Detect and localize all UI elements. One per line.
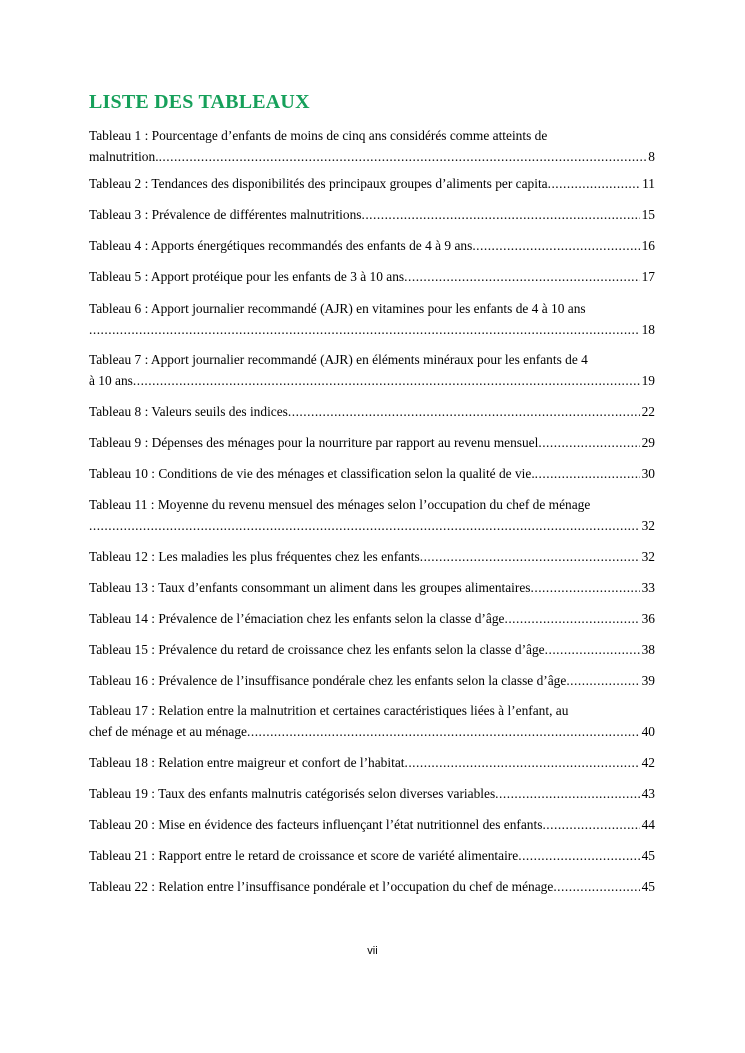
- toc-page-number: 45: [641, 879, 655, 894]
- toc-entry-title: Tableau 21 : Rapport entre le retard de croissance et score de variété alimentaire: [89, 848, 519, 863]
- dot-leader: [542, 815, 639, 835]
- toc-entry-title: malnutrition.: [89, 149, 159, 164]
- dot-leader: [531, 578, 640, 598]
- dot-leader: [472, 236, 639, 256]
- toc-page-number: 18: [641, 322, 655, 337]
- toc-entry-title: Tableau 16 : Prévalence de l’insuffisance pondérale chez les enfants selon la classe d’âge: [89, 673, 567, 688]
- toc-line: [89, 464, 655, 484]
- toc-entry[interactable]: [89, 402, 655, 422]
- toc-page-number: 38: [641, 642, 655, 657]
- dot-leader: [404, 267, 639, 287]
- toc-line: [89, 146, 655, 167]
- toc-line: [89, 267, 655, 287]
- toc-entry[interactable]: [89, 578, 655, 598]
- toc-page-number: 8: [648, 149, 655, 164]
- toc-line: [89, 236, 655, 256]
- toc-page-number: 30: [641, 466, 655, 481]
- toc-page-number: 32: [641, 549, 655, 564]
- dot-leader: [247, 721, 640, 742]
- dot-leader: [404, 753, 639, 773]
- toc-entry-title: chef de ménage et au ménage: [89, 724, 247, 739]
- toc-line: [89, 433, 655, 453]
- dot-leader: [89, 319, 640, 340]
- toc-page-number: 29: [641, 435, 655, 450]
- toc-page-number: 17: [641, 269, 655, 284]
- dot-leader: [89, 515, 640, 536]
- toc-line: [89, 547, 655, 567]
- toc-page-number: 32: [641, 518, 655, 533]
- dot-leader: [133, 370, 640, 391]
- toc-entry[interactable]: [89, 701, 655, 742]
- toc-page-number: 40: [641, 724, 655, 739]
- toc-entry[interactable]: [89, 815, 655, 835]
- toc-page-number: 43: [641, 786, 655, 801]
- toc-line: [89, 350, 655, 370]
- toc-entry-title: Tableau 22 : Relation entre l’insuffisance pondérale et l’occupation du chef de ménage: [89, 879, 554, 894]
- toc-entry[interactable]: [89, 784, 655, 804]
- toc-line: [89, 402, 655, 422]
- toc-page-number: 36: [641, 611, 655, 626]
- toc-line: [89, 126, 655, 146]
- toc-line: [89, 815, 655, 835]
- toc-line: [89, 578, 655, 598]
- toc-entry[interactable]: [89, 753, 655, 773]
- toc-page-number: 11: [642, 176, 655, 191]
- toc-entry[interactable]: [89, 464, 655, 484]
- toc-entry-title: Tableau 18 : Relation entre maigreur et confort de l’habitat: [89, 755, 405, 770]
- toc-line: [89, 640, 655, 660]
- toc-page-number: 16: [641, 238, 655, 253]
- dot-leader: [538, 433, 639, 453]
- toc-line: [89, 671, 655, 691]
- toc-entry-title: Tableau 5 : Apport protéique pour les enfants de 3 à 10 ans: [89, 269, 405, 284]
- dot-leader: [420, 547, 640, 567]
- toc-line: [89, 701, 655, 721]
- toc-line: [89, 205, 655, 225]
- toc-entry-title: Tableau 6 : Apport journalier recommandé (AJR) en vitamines pour les enfants de 4 à 10 ans: [89, 301, 586, 316]
- toc-page-number: 42: [641, 755, 655, 770]
- dot-leader: [159, 146, 647, 167]
- toc-entry[interactable]: [89, 205, 655, 225]
- toc-entry[interactable]: [89, 495, 655, 536]
- toc-entry[interactable]: [89, 671, 655, 691]
- toc-line: [89, 609, 655, 629]
- dot-leader: [535, 464, 640, 484]
- toc-line: [89, 515, 655, 536]
- dot-leader: [288, 402, 640, 422]
- toc-entry-title: Tableau 15 : Prévalence du retard de croissance chez les enfants selon la classe d’âge: [89, 642, 545, 657]
- toc-entry-title: Tableau 12 : Les maladies les plus fréquentes chez les enfants: [89, 549, 420, 564]
- dot-leader: [495, 784, 639, 804]
- toc-line: [89, 784, 655, 804]
- toc-entry-title: Tableau 19 : Taux des enfants malnutris catégorisés selon diverses variables: [89, 786, 496, 801]
- toc-entry[interactable]: [89, 877, 655, 897]
- toc-entry-title: Tableau 14 : Prévalence de l’émaciation chez les enfants selon la classe d’âge: [89, 611, 505, 626]
- toc-line: [89, 877, 655, 897]
- toc-entry-title: Tableau 13 : Taux d’enfants consommant un aliment dans les groupes alimentaires: [89, 580, 531, 595]
- toc-line: [89, 174, 655, 194]
- toc-entry-title: Tableau 11 : Moyenne du revenu mensuel des ménages selon l’occupation du chef de ménage: [89, 497, 591, 512]
- toc-line: [89, 721, 655, 742]
- toc-entry-title: Tableau 20 : Mise en évidence des facteurs influençant l’état nutritionnel des enfants: [89, 817, 543, 832]
- toc-entry-title: Tableau 2 : Tendances des disponibilités des principaux groupes d’aliments per capita: [89, 176, 548, 191]
- toc-entry[interactable]: [89, 174, 655, 194]
- dot-leader: [566, 671, 639, 691]
- dot-leader: [545, 640, 640, 660]
- dot-leader: [553, 877, 639, 897]
- toc-entry-title: Tableau 3 : Prévalence de différentes malnutritions: [89, 207, 362, 222]
- toc-page-number: 39: [641, 673, 655, 688]
- toc-entry[interactable]: [89, 236, 655, 256]
- dot-leader: [361, 205, 639, 225]
- toc-page-number: 45: [641, 848, 655, 863]
- toc-entry-title: Tableau 1 : Pourcentage d’enfants de moins de cinq ans considérés comme atteints de: [89, 128, 548, 143]
- toc-line: [89, 299, 655, 319]
- toc-entry-title: Tableau 4 : Apports énergétiques recommandés des enfants de 4 à 9 ans: [89, 238, 473, 253]
- toc-entry-title: Tableau 17 : Relation entre la malnutrition et certaines caractéristiques liées à l’enfant, au: [89, 703, 569, 718]
- toc-line: [89, 370, 655, 391]
- table-list: [89, 126, 655, 897]
- toc-entry-title: Tableau 7 : Apport journalier recommandé (AJR) en éléments minéraux pour les enfants de 4: [89, 352, 588, 367]
- toc-entry-title: à 10 ans: [89, 373, 133, 388]
- toc-line: [89, 319, 655, 340]
- toc-entry[interactable]: [89, 433, 655, 453]
- toc-entry[interactable]: [89, 299, 655, 340]
- toc-line: [89, 753, 655, 773]
- toc-entry[interactable]: [89, 609, 655, 629]
- toc-line: [89, 846, 655, 866]
- page-number: vii: [367, 945, 378, 957]
- toc-page-number: 33: [641, 580, 655, 595]
- dot-leader: [518, 846, 639, 866]
- dot-leader: [504, 609, 639, 629]
- toc-entry[interactable]: [89, 126, 655, 167]
- toc-entry-title: Tableau 10 : Conditions de vie des ménages et classification selon la qualité de vie.: [89, 466, 535, 481]
- toc-entry-title: Tableau 9 : Dépenses des ménages pour la nourriture par rapport au revenu mensuel: [89, 435, 539, 450]
- toc-page-number: 22: [641, 404, 655, 419]
- toc-page-number: 19: [641, 373, 655, 388]
- toc-line: [89, 495, 655, 515]
- page-title: LISTE DES TABLEAUX: [89, 91, 310, 113]
- toc-entry[interactable]: [89, 267, 655, 287]
- toc-entry-title: Tableau 8 : Valeurs seuils des indices: [89, 404, 288, 419]
- toc-entry[interactable]: [89, 846, 655, 866]
- dot-leader: [548, 174, 640, 194]
- toc-entry[interactable]: [89, 640, 655, 660]
- toc-page-number: 15: [641, 207, 655, 222]
- toc-entry[interactable]: [89, 547, 655, 567]
- toc-page-number: 44: [641, 817, 655, 832]
- toc-entry[interactable]: [89, 350, 655, 391]
